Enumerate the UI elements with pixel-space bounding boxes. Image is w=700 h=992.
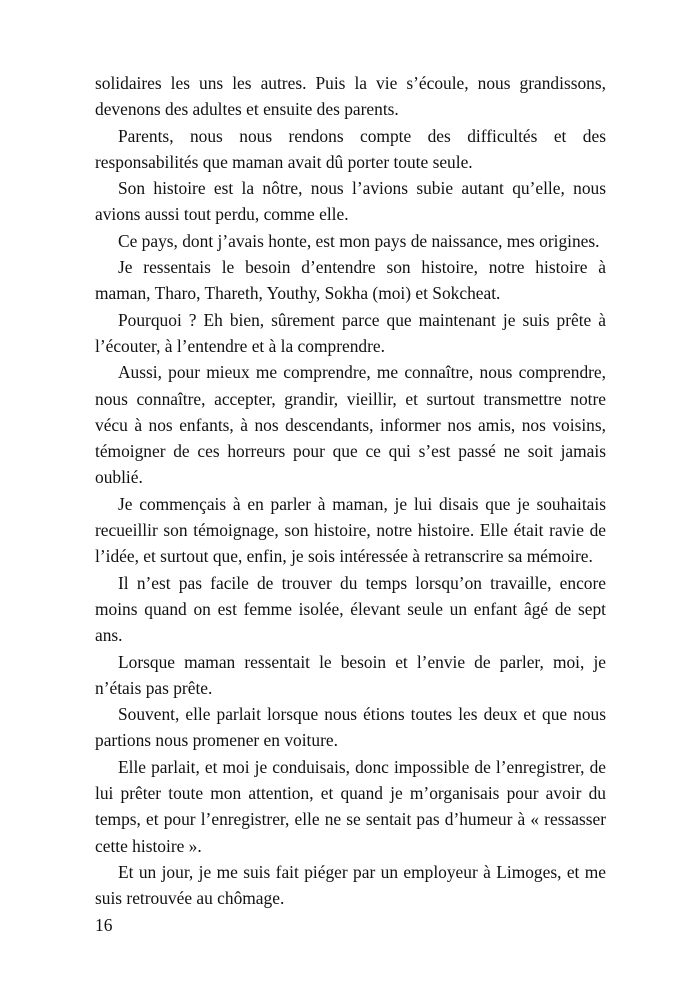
paragraph-13: Et un jour, je me suis fait piéger par un employeur à Limoges, et me suis retrouvée au chômage. (95, 861, 606, 909)
paragraph-8: Je commençais à en parler à maman, je lui disais que je souhaitais recueillir son témoignage, son histoire, notre histoire. Elle était ravie de l’idée, et surtout que, enfin, je sois intéressée à retranscrire sa mémoire. (95, 493, 606, 567)
paragraph-6: Pourquoi ? Eh bien, sûrement parce que maintenant je suis prête à l’écouter, à l’entendre et à la comprendre. (95, 309, 606, 356)
page-body (95, 70, 606, 912)
paragraph-1: solidaires les uns les autres. Puis la vie s’écoule, nous grandissons, devenons des adultes et ensuite des parents. (95, 73, 606, 120)
paragraph-12: Elle parlait, et moi je conduisais, donc impossible de l’enregistrer, de lui prêter toute mon attention, et quand je m’organisais pour avoir du temps, et pour l’enregistrer, elle ne se sentait pas d’humeur à « ressasser cette histoire ». (95, 756, 606, 856)
paragraph-7: Aussi, pour mieux me comprendre, me connaître, nous comprendre, nous connaître, accepter, grandir, vieillir, et surtout transmettre notre vécu à nos enfants, à nos descendants, informer nos amis, nos voisins, témoigner de ces horreurs pour que ce qui s’est passé ne soit jamais oublié. (95, 362, 606, 488)
page-number: 16 (95, 915, 113, 935)
paragraph-11: Souvent, elle parlait lorsque nous étions toutes les deux et que nous partions nous promener en voiture. (95, 704, 606, 751)
paragraph-3: Son histoire est la nôtre, nous l’avions subie autant qu’elle, nous avions aussi tout perdu, comme elle. (95, 178, 606, 225)
paragraph-10: Lorsque maman ressentait le besoin et l’envie de parler, moi, je n’étais pas prête. (95, 651, 606, 698)
paragraph-4: Ce pays, dont j’avais honte, est mon pays de naissance, mes origines. (118, 230, 600, 251)
paragraph-9: Il n’est pas facile de trouver du temps lorsqu’on travaille, encore moins quand on est femme isolée, élevant seule un enfant âgé de sept ans. (95, 572, 606, 646)
paragraph-2: Parents, nous nous rendons compte des difficultés et des responsabilités que maman avait dû porter toute seule. (95, 125, 606, 172)
paragraph-5: Je ressentais le besoin d’entendre son histoire, notre histoire à maman, Tharo, Thareth, Youthy, Sokha (moi) et Sokcheat. (95, 257, 606, 304)
